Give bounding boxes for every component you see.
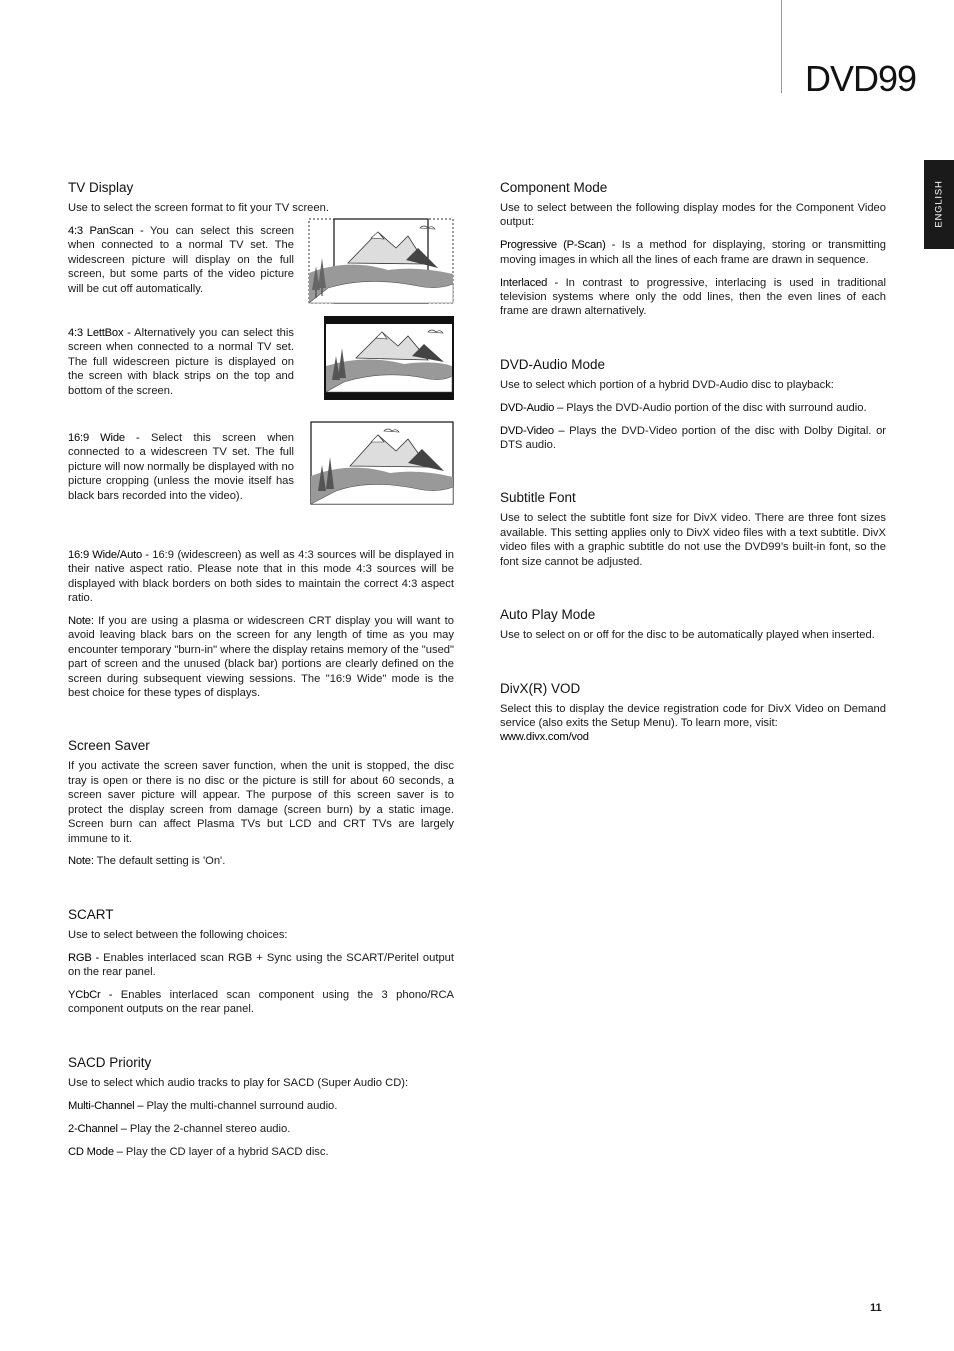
tv-display-note xyxy=(68,614,454,700)
subtitle-font-section xyxy=(500,490,886,569)
screen-saver-note xyxy=(68,854,454,868)
pan-scan-item xyxy=(68,224,454,326)
subtitle-font-text: Use to select the subtitle font size for DivX video. There are three font sizes available. This setting applies only to DivX video files with a text subtitle. DivX video files with a graphic subtitle do not use the DVD99’s built-in font, so the font size cannot be adjusted. xyxy=(500,512,886,568)
dvd-audio-item xyxy=(500,401,886,415)
multi-channel-term: Multi-Channel – xyxy=(68,1099,144,1112)
wide-term: 16:9 Wide - xyxy=(68,431,140,444)
tv-display-section xyxy=(68,180,454,700)
screen-saver-text: If you activate the screen saver function, when the unit is stopped, the disc tray is open or there is no disc or the picture is still for about 60 seconds, a screen saver picture will appear. The purpose of this screen saver is to protect the display screen from damage (screen burn) by a static image. Screen burn can affect Plasma TVs but LCD and CRT TVs are largely immune to it. xyxy=(68,760,454,845)
wide-illustration xyxy=(310,421,454,505)
interlaced-text: In contrast to progressive, interlacing is used in traditional television systems where only the odd lines, then the even lines of each frame are drawn alternatively. xyxy=(500,276,886,318)
rgb-text: Enables interlaced scan RGB + Sync using the SCART/Peritel output on the rear panel. xyxy=(68,951,455,979)
pan-scan-text: You can select this screen when connected to a normal TV set. The widescreen picture will display on the full screen, but some parts of the video picture will be cut off automatically. xyxy=(68,224,295,295)
note-text: If you are using a plasma or widescreen CRT display you will want to avoid leaving black bars on the screen for any length of time as you may encounter temporary "burn-in" where the display retains memory of the "used" part of screen and the unused (black bar) portions are clearly defined on the screen during subsequent viewing sessions. The "16:9 Wide" mode is the best choice for these types of displays. xyxy=(68,615,454,700)
scart-intro: Use to select between the following choices: xyxy=(68,928,288,941)
letterbox-term: 4:3 LettBox - xyxy=(68,326,131,339)
divx-vod-section xyxy=(500,681,886,745)
screen-saver-section xyxy=(68,738,454,868)
letterbox-item xyxy=(68,326,454,431)
wide-auto-text: 16:9 (widescreen) as well as 4:3 sources will be displayed in their native aspect ratio. Please note that in this mode 4:3 sources will be displayed with black borders on both sides to maintain the correct 4:3 aspect ratio. xyxy=(68,548,454,605)
page-number: 11 xyxy=(870,1302,882,1314)
progressive-text: Is a method for displaying, storing or transmitting moving images in which all the lines of each frame are drawn in sequence. xyxy=(500,239,887,266)
pan-scan-illustration xyxy=(308,218,454,304)
note-text: The default setting is 'On'. xyxy=(96,855,226,868)
component-mode-intro: Use to select between the following display modes for the Component Video output: xyxy=(500,202,886,229)
two-channel-text: Play the 2-channel stereo audio. xyxy=(129,1122,291,1135)
ycbcr-term: YCbCr - xyxy=(68,989,113,1002)
wide-auto-item xyxy=(68,548,454,606)
dvd-audio-section xyxy=(500,357,886,453)
scart-ycbcr xyxy=(68,988,454,1017)
right-column xyxy=(500,180,886,753)
tv-display-intro: Use to select the screen format to fit your TV screen. xyxy=(68,202,329,214)
wide-text: Select this screen when connected to a widescreen TV set. The full picture will now normally be displayed with no picture cropping (unless the movie itself has black bars recorded into the video). xyxy=(68,431,294,502)
dvd-audio-intro: Use to select which portion of a hybrid DVD-Audio disc to playback: xyxy=(500,378,834,391)
sacd-heading: SACD Priority xyxy=(68,1054,152,1070)
ycbcr-text: Enables interlaced scan component using the 3 phono/RCA component outputs on the rear panel. xyxy=(68,989,455,1016)
interlaced-term: Interlaced - xyxy=(500,276,559,289)
dvd-audio-heading: DVD-Audio Mode xyxy=(500,356,606,372)
auto-play-text: Use to select on or off for the disc to be automatically played when inserted. xyxy=(500,629,875,642)
divx-vod-link[interactable]: www.divx.com/vod xyxy=(500,730,589,743)
sacd-section xyxy=(68,1055,454,1159)
component-mode-section xyxy=(500,180,886,319)
cd-mode-text: Play the CD layer of a hybrid SACD disc. xyxy=(125,1145,329,1158)
progressive-term: Progressive (P-Scan) - xyxy=(500,239,616,252)
component-mode-heading: Component Mode xyxy=(500,180,608,195)
sacd-cd-mode xyxy=(68,1145,454,1159)
scart-rgb xyxy=(68,951,454,980)
language-tab-label: ENGLISH xyxy=(933,180,945,228)
cd-mode-term: CD Mode – xyxy=(68,1145,123,1158)
dvd-audio-term: DVD-Audio – xyxy=(500,401,564,414)
dvd-video-term: DVD-Video – xyxy=(500,424,565,437)
pan-scan-term: 4:3 PanScan - xyxy=(68,224,144,237)
sacd-multi-channel xyxy=(68,1099,454,1113)
divx-vod-heading: DivX(R) VOD xyxy=(500,680,581,696)
letterbox-text: Alternatively you can select this screen when connected to a normal TV set. The full widescreen picture is displayed on the screen with black strips on the top and bottom of the screen. xyxy=(68,326,294,397)
wide-item xyxy=(68,431,454,548)
multi-channel-text: Play the multi-channel surround audio. xyxy=(146,1099,338,1112)
dvd-audio-text: Plays the DVD-Audio portion of the disc with surround audio. xyxy=(566,401,867,414)
dvd-video-item xyxy=(500,424,886,453)
scart-section xyxy=(68,907,454,1017)
sacd-intro: Use to select which audio tracks to play for SACD (Super Audio CD): xyxy=(68,1076,409,1089)
letterbox-illustration xyxy=(324,316,454,400)
scart-heading: SCART xyxy=(68,906,114,922)
rgb-term: RGB - xyxy=(68,951,100,964)
auto-play-section xyxy=(500,607,886,642)
progressive-item xyxy=(500,238,886,267)
subtitle-font-heading: Subtitle Font xyxy=(500,490,576,506)
tv-display-heading: TV Display xyxy=(68,180,134,195)
auto-play-heading: Auto Play Mode xyxy=(500,607,596,623)
divx-vod-link-line xyxy=(500,730,886,744)
note-term: Note: xyxy=(68,615,94,628)
model-name: DVD99 xyxy=(805,58,917,99)
two-channel-term: 2-Channel – xyxy=(68,1122,127,1135)
left-column xyxy=(68,180,454,1167)
interlaced-item xyxy=(500,276,886,319)
wide-auto-term: 16:9 Wide/Auto - xyxy=(68,548,149,561)
sacd-two-channel xyxy=(68,1122,454,1136)
dvd-video-text: Plays the DVD-Video portion of the disc with Dolby Digital. or DTS audio. xyxy=(500,424,887,452)
note-term: Note: xyxy=(68,855,94,868)
divx-vod-text: Select this to display the device registration code for DivX Video on Demand service (also exits the Setup Menu). To learn more, visit: xyxy=(500,702,886,729)
screen-saver-heading: Screen Saver xyxy=(68,738,150,754)
header-divider xyxy=(781,0,782,93)
